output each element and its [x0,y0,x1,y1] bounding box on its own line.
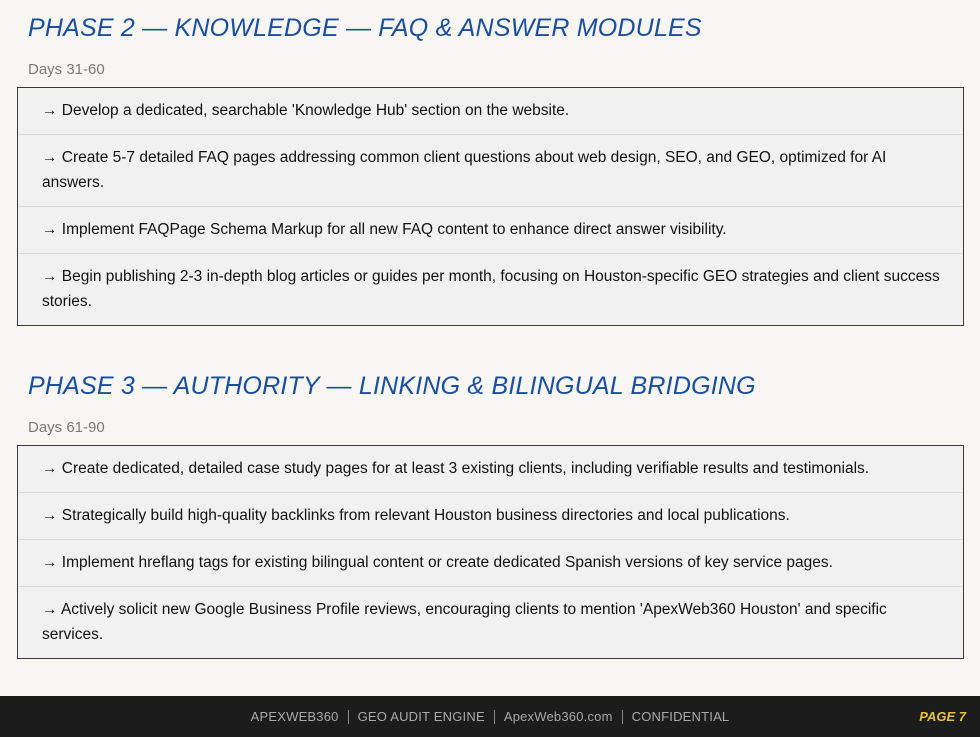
footer-product: GEO AUDIT ENGINE [357,709,485,724]
task-item: → Actively solicit new Google Business Profile reviews, encouraging clients to mention 'ApexWeb360 Houston' and specific services. [18,586,963,658]
footer-divider [494,710,495,724]
page-number: PAGE 7 [919,709,966,724]
footer-info [0,696,980,737]
page-footer [0,696,980,737]
task-item: → Create 5-7 detailed FAQ pages addressing common client questions about web design, SEO, and GEO, optimized for AI answers. [18,134,963,206]
task-item: → Begin publishing 2-3 in-depth blog articles or guides per month, focusing on Houston-specific GEO strategies and client success stories. [18,253,963,325]
footer-divider [622,710,623,724]
phase-3-task-list [17,445,964,659]
phase-3-title: PHASE 3 — AUTHORITY — LINKING & BILINGUAL BRIDGING [28,372,756,400]
footer-confidential: CONFIDENTIAL [631,709,730,724]
footer-brand: APEXWEB360 [250,709,339,724]
task-item: → Create dedicated, detailed case study pages for at least 3 existing clients, including verifiable results and testimonials. [42,460,870,477]
task-item: → Develop a dedicated, searchable 'Knowledge Hub' section on the website. [42,102,570,119]
task-item: → Implement FAQPage Schema Markup for all new FAQ content to enhance direct answer visibility. [18,206,963,253]
phase-2-days: Days 31-60 [28,61,105,78]
footer-website: ApexWeb360.com [503,709,613,724]
phase-2-task-list [17,87,964,326]
phase-2-title: PHASE 2 — KNOWLEDGE — FAQ & ANSWER MODULES [28,14,702,42]
footer-divider [348,710,349,724]
task-item: → Strategically build high-quality backlinks from relevant Houston business directories and local publications. [18,492,963,539]
task-item: → Implement hreflang tags for existing bilingual content or create dedicated Spanish versions of key service pages. [18,539,963,586]
phase-3-days: Days 61-90 [28,419,105,436]
